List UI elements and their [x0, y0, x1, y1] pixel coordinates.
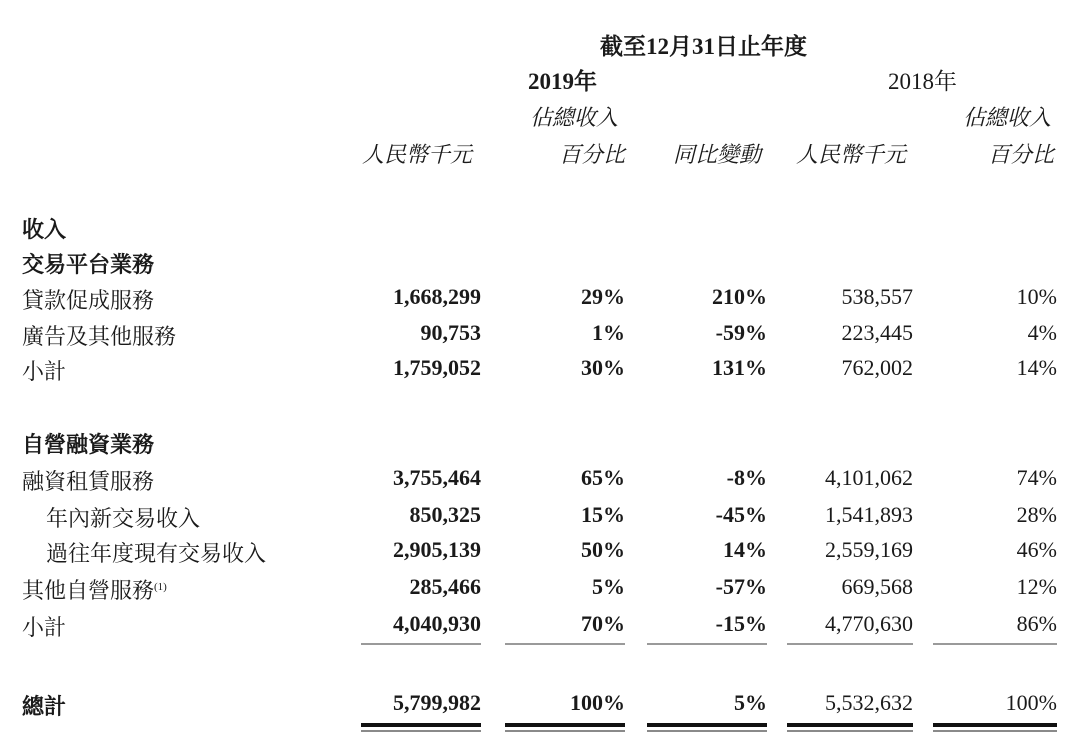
- col-pct-2018-line1: 佔總收入: [963, 105, 1052, 130]
- pct-2018: 14%: [1016, 355, 1057, 380]
- total-double-rule: [505, 723, 625, 727]
- col-pct-2018-line2: 百分比: [988, 142, 1055, 167]
- pct-2019: 100%: [570, 690, 625, 715]
- section-revenue: 收入: [22, 217, 67, 242]
- total-double-rule: [933, 730, 1057, 732]
- pct-2019: 70%: [581, 611, 625, 636]
- table-row: [0, 502, 1080, 532]
- table-row: [0, 574, 1080, 604]
- rmb-2018: 2,559,169: [825, 537, 913, 562]
- rmb-2018: 762,002: [841, 355, 913, 380]
- col-rmb-2018: 人民幣千元: [796, 142, 907, 167]
- pct-2019: 15%: [581, 502, 625, 527]
- row-label: 貸款促成服務: [22, 288, 155, 313]
- row-label: [22, 574, 167, 605]
- yoy: -45%: [715, 502, 767, 527]
- table-row-subtotal: [0, 611, 1080, 641]
- total-double-rule: [361, 723, 481, 727]
- pct-2018: 100%: [1005, 690, 1057, 715]
- subtotal-rule: [505, 643, 625, 645]
- rmb-2019: 4,040,930: [393, 611, 481, 636]
- footnote-marker: (1): [154, 581, 167, 593]
- table-row: [0, 284, 1080, 314]
- rmb-2019: 2,905,139: [393, 537, 481, 562]
- section-platform: 交易平台業務: [22, 252, 155, 277]
- row-label: 廣告及其他服務: [22, 324, 177, 349]
- table-row: [0, 320, 1080, 350]
- pct-2018: 28%: [1016, 502, 1057, 527]
- year-2018-header: 2018年: [888, 69, 957, 94]
- rmb-2019: 5,799,982: [393, 690, 481, 715]
- pct-2019: 65%: [581, 465, 625, 490]
- col-pct-2019-line2: 百分比: [559, 142, 626, 167]
- rmb-2018: 538,557: [841, 284, 913, 309]
- subtotal-rule: [787, 643, 913, 645]
- pct-2019: 50%: [581, 537, 625, 562]
- pct-2019: 5%: [592, 574, 625, 599]
- col-yoy: 同比變動: [673, 142, 762, 167]
- rmb-2018: 1,541,893: [825, 502, 913, 527]
- rmb-2018: 4,101,062: [825, 465, 913, 490]
- yoy: 5%: [734, 690, 767, 715]
- yoy: -15%: [715, 611, 767, 636]
- row-label: 小計: [22, 615, 67, 640]
- yoy: 14%: [723, 537, 767, 562]
- pct-2019: 30%: [581, 355, 625, 380]
- row-label: 總計: [22, 694, 67, 719]
- total-double-rule: [647, 730, 767, 732]
- rmb-2019: 285,466: [409, 574, 481, 599]
- pct-2018: 4%: [1027, 320, 1057, 345]
- row-label: 過往年度現有交易收入: [46, 541, 267, 566]
- yoy: 131%: [712, 355, 767, 380]
- subtotal-rule: [933, 643, 1057, 645]
- rmb-2019: 90,753: [420, 320, 481, 345]
- rmb-2019: 1,668,299: [393, 284, 481, 309]
- table-row: [0, 465, 1080, 495]
- rmb-2019: 1,759,052: [393, 355, 481, 380]
- year-2019-header: 2019年: [528, 69, 597, 94]
- rmb-2018: 5,532,632: [825, 690, 913, 715]
- pct-2018: 46%: [1016, 537, 1057, 562]
- pct-2018: 86%: [1016, 611, 1057, 636]
- rmb-2019: 3,755,464: [393, 465, 481, 490]
- table-row-total: [0, 690, 1080, 720]
- total-double-rule: [787, 723, 913, 727]
- total-double-rule: [933, 723, 1057, 727]
- rmb-2018: 223,445: [841, 320, 913, 345]
- yoy: -8%: [726, 465, 767, 490]
- yoy: 210%: [712, 284, 767, 309]
- rmb-2019: 850,325: [409, 502, 481, 527]
- period-title: 截至12月31日止年度: [600, 34, 807, 59]
- row-label: 小計: [22, 359, 67, 384]
- total-double-rule: [647, 723, 767, 727]
- rmb-2018: 4,770,630: [825, 611, 913, 636]
- table-row: [0, 537, 1080, 567]
- pct-2018: 74%: [1016, 465, 1057, 490]
- pct-2018: 10%: [1016, 284, 1057, 309]
- row-label: 融資租賃服務: [22, 469, 155, 494]
- total-double-rule: [787, 730, 913, 732]
- col-rmb-2019: 人民幣千元: [362, 142, 473, 167]
- total-double-rule: [505, 730, 625, 732]
- col-pct-2019-line1: 佔總收入: [530, 105, 619, 130]
- subtotal-rule: [647, 643, 767, 645]
- rmb-2018: 669,568: [841, 574, 913, 599]
- pct-2018: 12%: [1016, 574, 1057, 599]
- subtotal-rule: [361, 643, 481, 645]
- section-self-operated: 自營融資業務: [22, 432, 155, 457]
- row-label-text: 其他自營服務: [22, 578, 155, 603]
- pct-2019: 1%: [592, 320, 625, 345]
- table-row-subtotal: [0, 355, 1080, 385]
- yoy: -59%: [715, 320, 767, 345]
- yoy: -57%: [715, 574, 767, 599]
- row-label: 年內新交易收入: [46, 506, 201, 531]
- total-double-rule: [361, 730, 481, 732]
- pct-2019: 29%: [581, 284, 625, 309]
